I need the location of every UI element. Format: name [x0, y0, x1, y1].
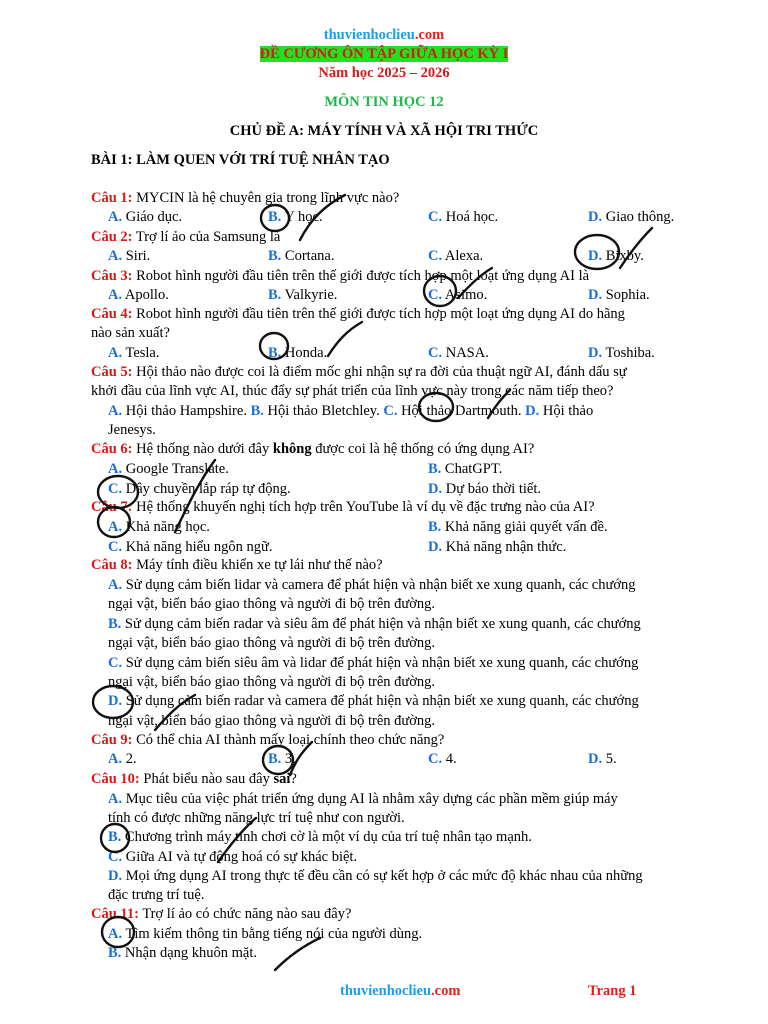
question-5-cont: khởi đầu của lĩnh vực AI, thúc đẩy sự phát triển của lĩnh vực này trong các năm tiếp theo? — [91, 383, 614, 399]
q6-option-b: B. ChatGPT. — [428, 461, 503, 477]
q8-option-c: C. Sử dụng cảm biến siêu âm và lidar để phát hiện và nhận biết xe xung quanh, các chướng — [108, 655, 639, 671]
question-1: Câu 1: MYCIN là hệ chuyên gia trong lĩnh vực nào? — [91, 190, 400, 206]
q10-option-a-cont: tính có được những năng lực trí tuệ như con người. — [108, 810, 405, 826]
question-11: Câu 11: Trợ lí ảo có chức năng nào sau đây? — [91, 906, 352, 922]
q1-option-a: A. Giáo dục. — [108, 209, 183, 225]
q7-option-c: C. Khả năng hiểu ngôn ngữ. — [108, 539, 273, 555]
q11-option-a: A. Tìm kiếm thông tin bằng tiếng nói của người dùng. — [108, 926, 423, 942]
question-7: Câu 7: Hệ thống khuyến nghị tích hợp trên YouTube là ví dụ về đặc trưng nào của AI? — [91, 499, 595, 515]
school-year: Năm học 2025 – 2026 — [318, 65, 450, 81]
question-4: Câu 4: Robot hình người đầu tiên trên thế giới được tích hợp một loạt ứng dụng AI do hãng — [91, 306, 625, 322]
check-mark — [328, 322, 362, 356]
question-10: Câu 10: Phát biểu nào sau đây sai? — [91, 771, 297, 787]
q2-option-a: A. Siri. — [108, 248, 151, 264]
q3-option-b: B. Valkyrie. — [268, 287, 338, 303]
q8-option-b: B. Sử dụng cảm biến radar và siêu âm để phát hiện và nhận biết xe xung quanh, các chướng — [108, 616, 641, 632]
q8-option-b-cont: ngại vật, biển báo giao thông và người đi bộ trên đường. — [108, 635, 436, 651]
q6-option-c: C. Dây chuyền lắp ráp tự động. — [108, 481, 291, 497]
q1-option-b: B. Y học. — [268, 209, 323, 225]
document-title: ĐỀ CƯƠNG ÔN TẬP GIỮA HỌC KỲ I — [259, 46, 509, 62]
q10-option-d-cont: đặc trưng trí tuệ. — [108, 887, 205, 903]
page-number: Trang 1 — [588, 983, 637, 999]
q6-option-d: D. Dự báo thời tiết. — [428, 481, 541, 497]
q9-option-a: A. 2. — [108, 751, 137, 767]
q9-option-b: B. 3. — [268, 751, 296, 767]
subject-title: MÔN TIN HỌC 12 — [324, 94, 444, 110]
q7-option-b: B. Khả năng giải quyết vấn đề. — [428, 519, 608, 535]
q10-option-c: C. Giữa AI và tự động hoá có sự khác biệt. — [108, 849, 358, 865]
q10-option-a: A. Mục tiêu của việc phát triển ứng dụng AI là nhằm xây dựng các phần mềm giúp máy — [108, 791, 618, 807]
q3-option-c: C. Asimo. — [428, 287, 488, 303]
q9-option-c: C. 4. — [428, 751, 457, 767]
q4-option-d: D. Toshiba. — [588, 345, 655, 361]
q6-option-a: A. Google Translate. — [108, 461, 229, 477]
q7-option-d: D. Khả năng nhận thức. — [428, 539, 567, 555]
footer-site: thuvienhoclieu.com — [340, 983, 461, 999]
q10-option-d: D. Mọi ứng dụng AI trong thực tế đều cần có sự kết hợp ở các mức độ khác nhau của những — [108, 868, 643, 884]
q11-option-b: B. Nhận dạng khuôn mặt. — [108, 945, 258, 961]
question-5: Câu 5: Hội thảo nào được coi là điểm mốc ghi nhận sự ra đời của thuật ngữ AI, đánh dấu sự — [91, 364, 627, 380]
question-9: Câu 9: Có thể chia AI thành mấy loại chính theo chức năng? — [91, 732, 445, 748]
question-8: Câu 8: Máy tính điều khiển xe tự lái như thế nào? — [91, 557, 383, 573]
q5-options: A. Hội thảo Hampshire. B. Hội thảo Bletchley. C. Hội thảo Dartmouth. D. Hội thảo — [108, 403, 594, 419]
q2-option-b: B. Cortana. — [268, 248, 335, 264]
lesson-title: BÀI 1: LÀM QUEN VỚI TRÍ TUỆ NHÂN TẠO — [91, 152, 390, 168]
q3-option-a: A. Apollo. — [108, 287, 169, 303]
q8-option-d-cont: ngại vật, biển báo giao thông và người đi bộ trên đường. — [108, 713, 436, 729]
q9-option-d: D. 5. — [588, 751, 617, 767]
q8-option-d: D. Sử dụng cảm biến radar và camera để phát hiện và nhận biết xe xung quanh, các chướng — [108, 693, 639, 709]
q7-option-a: A. Khả năng học. — [108, 519, 210, 535]
question-6: Câu 6: Hệ thống nào dưới đây không được coi là hệ thống có ứng dụng AI? — [91, 441, 535, 457]
q4-option-b: B. Honda. — [268, 345, 328, 361]
q5-option-d-cont: Jenesys. — [108, 422, 156, 438]
q2-option-d: D. Bixby. — [588, 248, 644, 264]
q4-option-a: A. Tesla. — [108, 345, 160, 361]
q8-option-a: A. Sử dụng cảm biến lidar và camera để phát hiện và nhận biết xe xung quanh, các chướng — [108, 577, 636, 593]
q3-option-d: D. Sophia. — [588, 287, 650, 303]
question-4-cont: nào sản xuất? — [91, 325, 170, 341]
q4-option-c: C. NASA. — [428, 345, 489, 361]
site-header: thuvienhoclieu.com — [323, 27, 445, 43]
q1-option-d: D. Giao thông. — [588, 209, 675, 225]
q8-option-a-cont: ngại vật, biển báo giao thông và người đi bộ trên đường. — [108, 596, 436, 612]
question-2: Câu 2: Trợ lí ảo của Samsung là — [91, 229, 281, 245]
q2-option-c: C. Alexa. — [428, 248, 484, 264]
question-3: Câu 3: Robot hình người đầu tiên trên thế giới được tích hợp một loạt ứng dụng AI là — [91, 268, 590, 284]
q8-option-c-cont: ngại vật, biển báo giao thông và người đi bộ trên đường. — [108, 674, 436, 690]
topic-title: CHỦ ĐỀ A: MÁY TÍNH VÀ XÃ HỘI TRI THỨC — [229, 123, 539, 139]
q10-option-b: B. Chương trình máy tính chơi cờ là một ví dụ của trí tuệ nhân tạo mạnh. — [108, 829, 532, 845]
q1-option-c: C. Hoá học. — [428, 209, 499, 225]
